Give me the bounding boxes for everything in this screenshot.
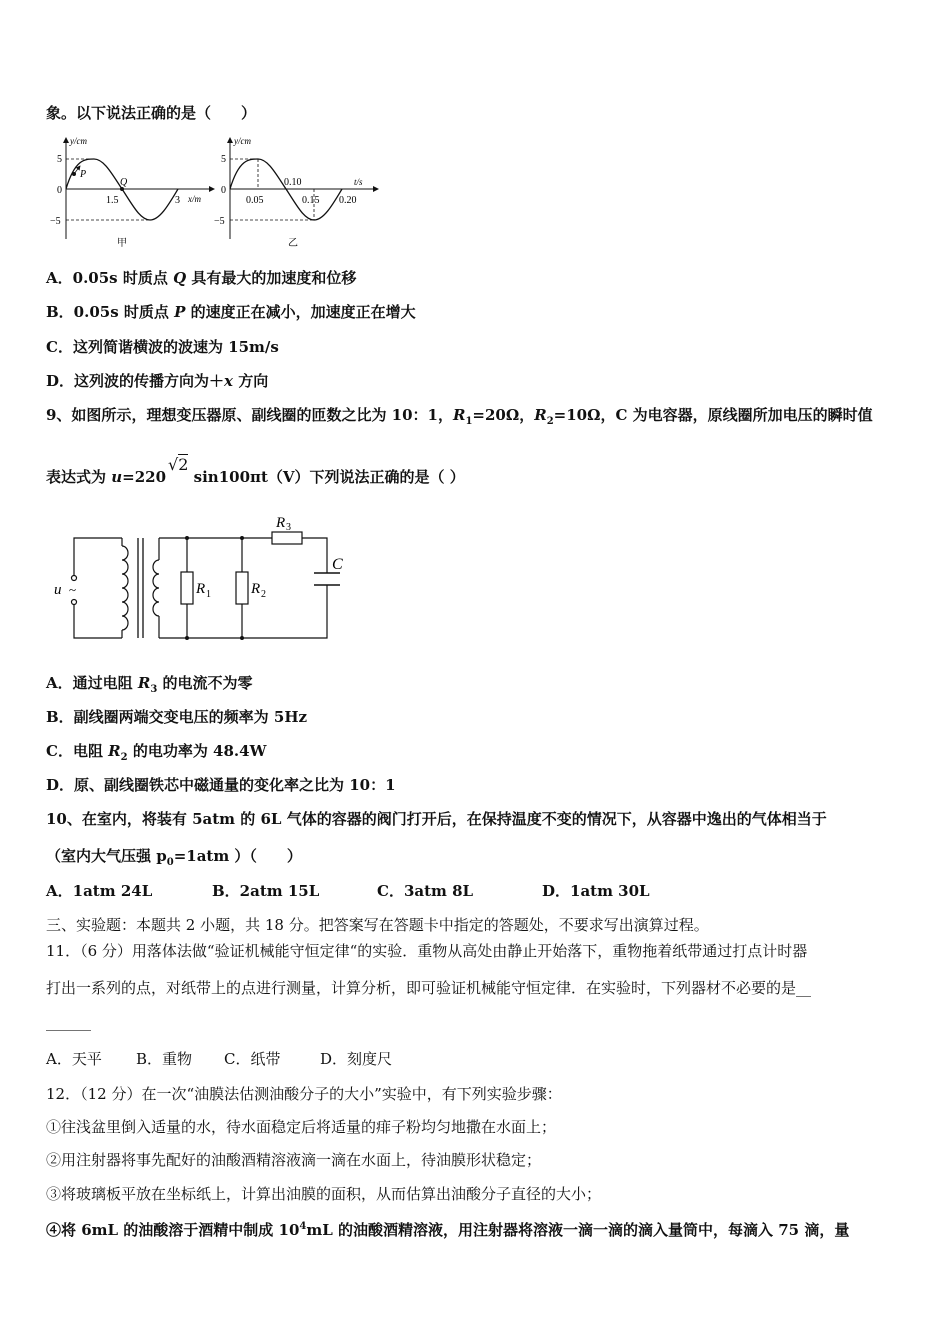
q10-stem-line2: （室内大气压强 $p_0=1atm$ ）（ ）	[46, 847, 302, 868]
wave-graph-jia	[44, 134, 220, 254]
q9-stem-line1: 9、如图所示，理想变压器原、副线圈的匝数之比为 10：1，$R_1=20\Omega$，$R_2=10\Omega$，C 为电容器，原线圈所加电压的瞬时值	[46, 406, 873, 427]
q11-option-c: C．纸带	[224, 1050, 281, 1068]
svg-text:−5: −5	[214, 216, 225, 227]
q12-stem: 12．（12 分）在一次“油膜法估测油酸分子的大小”实验中，有下列实验步骤：	[46, 1085, 562, 1103]
q11-option-b: B．重物	[136, 1050, 193, 1068]
q9-option-b: B．副线圈两端交变电压的频率为 5Hz	[46, 708, 308, 726]
q10-option-a: A．1atm 24L	[46, 882, 153, 900]
sqrt-symbol: √2	[168, 455, 189, 474]
svg-text:5: 5	[221, 154, 226, 165]
q8-option-b: B．0.05s 时质点 P 的速度正在减小，加速度正在增大	[46, 303, 416, 321]
svg-text:甲: 甲	[117, 238, 127, 249]
q9-option-d: D．原、副线圈铁芯中磁通量的变化率之比为 10：1	[46, 776, 396, 794]
q8-stem-tail: 象。以下说法正确的是（ ）	[46, 104, 257, 122]
q10-option-d: D．1atm 30L	[542, 882, 650, 900]
svg-text:0.15: 0.15	[302, 195, 320, 206]
q8-option-d: D．这列波的传播方向为＋x 方向	[46, 372, 269, 390]
q11-stem-line2: 打出一系列的点，对纸带上的点进行测量，计算分析，即可验证机械能守恒定律．在实验时，下列器材不必要的是__	[46, 979, 812, 997]
q12-step4: ④将 6mL 的油酸溶于酒精中制成 $10^4mL$ 的油酸酒精溶液，用注射器将溶液一滴一滴的滴入量筒中，每滴入 75 滴，量	[46, 1221, 850, 1239]
transformer-circuit	[50, 508, 360, 643]
svg-text:u: u	[54, 582, 62, 598]
svg-text:0.05: 0.05	[246, 195, 264, 206]
q11-option-d: D．刻度尺	[320, 1050, 393, 1068]
svg-text:3: 3	[175, 195, 180, 206]
svg-text:R: R	[276, 515, 286, 531]
q10-stem-line1: 10、在室内，将装有 5atm 的 6L 气体的容器的阀门打开后，在保持温度不变的情况下，从容器中逸出的气体相当于	[46, 810, 827, 828]
q9-stem-line2: 表达式为 u=220√2 sin100πt（V）下列说法正确的是（ ）	[46, 455, 465, 486]
q10-option-b: B．2atm 15L	[212, 882, 320, 900]
svg-text:0: 0	[221, 185, 226, 196]
q8-option-c: C．这列简谐横波的波速为 15m/s	[46, 338, 279, 356]
q12-step2: ②用注射器将事先配好的油酸酒精溶液滴一滴在水面上，待油膜形状稳定；	[46, 1151, 542, 1169]
resistor-r3	[272, 532, 302, 544]
svg-text:0.20: 0.20	[339, 195, 357, 206]
q8-option-a: A．0.05s 时质点 Q 具有最大的加速度和位移	[46, 269, 357, 287]
yi-y-label: y/cm	[234, 136, 251, 146]
svg-text:乙: 乙	[288, 238, 298, 249]
q11-answer-blank: ______	[46, 1013, 91, 1031]
section3-heading: 三、实验题：本题共 2 小题，共 18 分。把答案写在答题卡中指定的答题处，不要求写出演算过程。	[46, 916, 709, 934]
q11-option-a: A．天平	[46, 1050, 102, 1068]
svg-text:C: C	[332, 556, 343, 573]
q11-stem-line1: 11．（6 分）用落体法做“验证机械能守恒定律“的实验．重物从高处由静止开始落下，重物拖着纸带通过打点计时器	[46, 942, 808, 960]
svg-text:5: 5	[57, 154, 62, 165]
q9-option-c: C．电阻 $R_2$ 的电功率为 48.4W	[46, 742, 267, 763]
resistor-r1	[181, 572, 193, 604]
svg-text:P: P	[80, 169, 87, 180]
svg-text:1.5: 1.5	[106, 195, 119, 206]
svg-text:x/m: x/m	[188, 194, 201, 204]
q10-option-c: C．3atm 8L	[377, 882, 474, 900]
svg-text:~: ~	[69, 582, 77, 597]
svg-text:R: R	[251, 581, 261, 597]
resistor-r2	[236, 572, 248, 604]
svg-text:−5: −5	[50, 216, 61, 227]
svg-text:1: 1	[206, 589, 211, 600]
primary-coil	[122, 546, 128, 630]
svg-text:Q: Q	[120, 177, 128, 188]
vibration-graph-yi	[208, 134, 384, 254]
svg-text:3: 3	[286, 522, 291, 533]
secondary-coil	[153, 560, 159, 616]
svg-text:t/s: t/s	[354, 177, 363, 187]
svg-text:0.10: 0.10	[284, 177, 302, 188]
q12-step1: ①往浅盆里倒入适量的水，待水面稳定后将适量的痱子粉均匀地撒在水面上；	[46, 1118, 557, 1136]
jia-y-label: y/cm	[70, 136, 87, 146]
svg-text:R: R	[196, 581, 206, 597]
svg-text:0: 0	[57, 185, 62, 196]
svg-text:2: 2	[261, 589, 266, 600]
q12-step3: ③将玻璃板平放在坐标纸上，计算出油膜的面积，从而估算出油酸分子直径的大小；	[46, 1185, 602, 1203]
q9-option-a: A．通过电阻 $R_3$ 的电流不为零	[46, 674, 253, 695]
